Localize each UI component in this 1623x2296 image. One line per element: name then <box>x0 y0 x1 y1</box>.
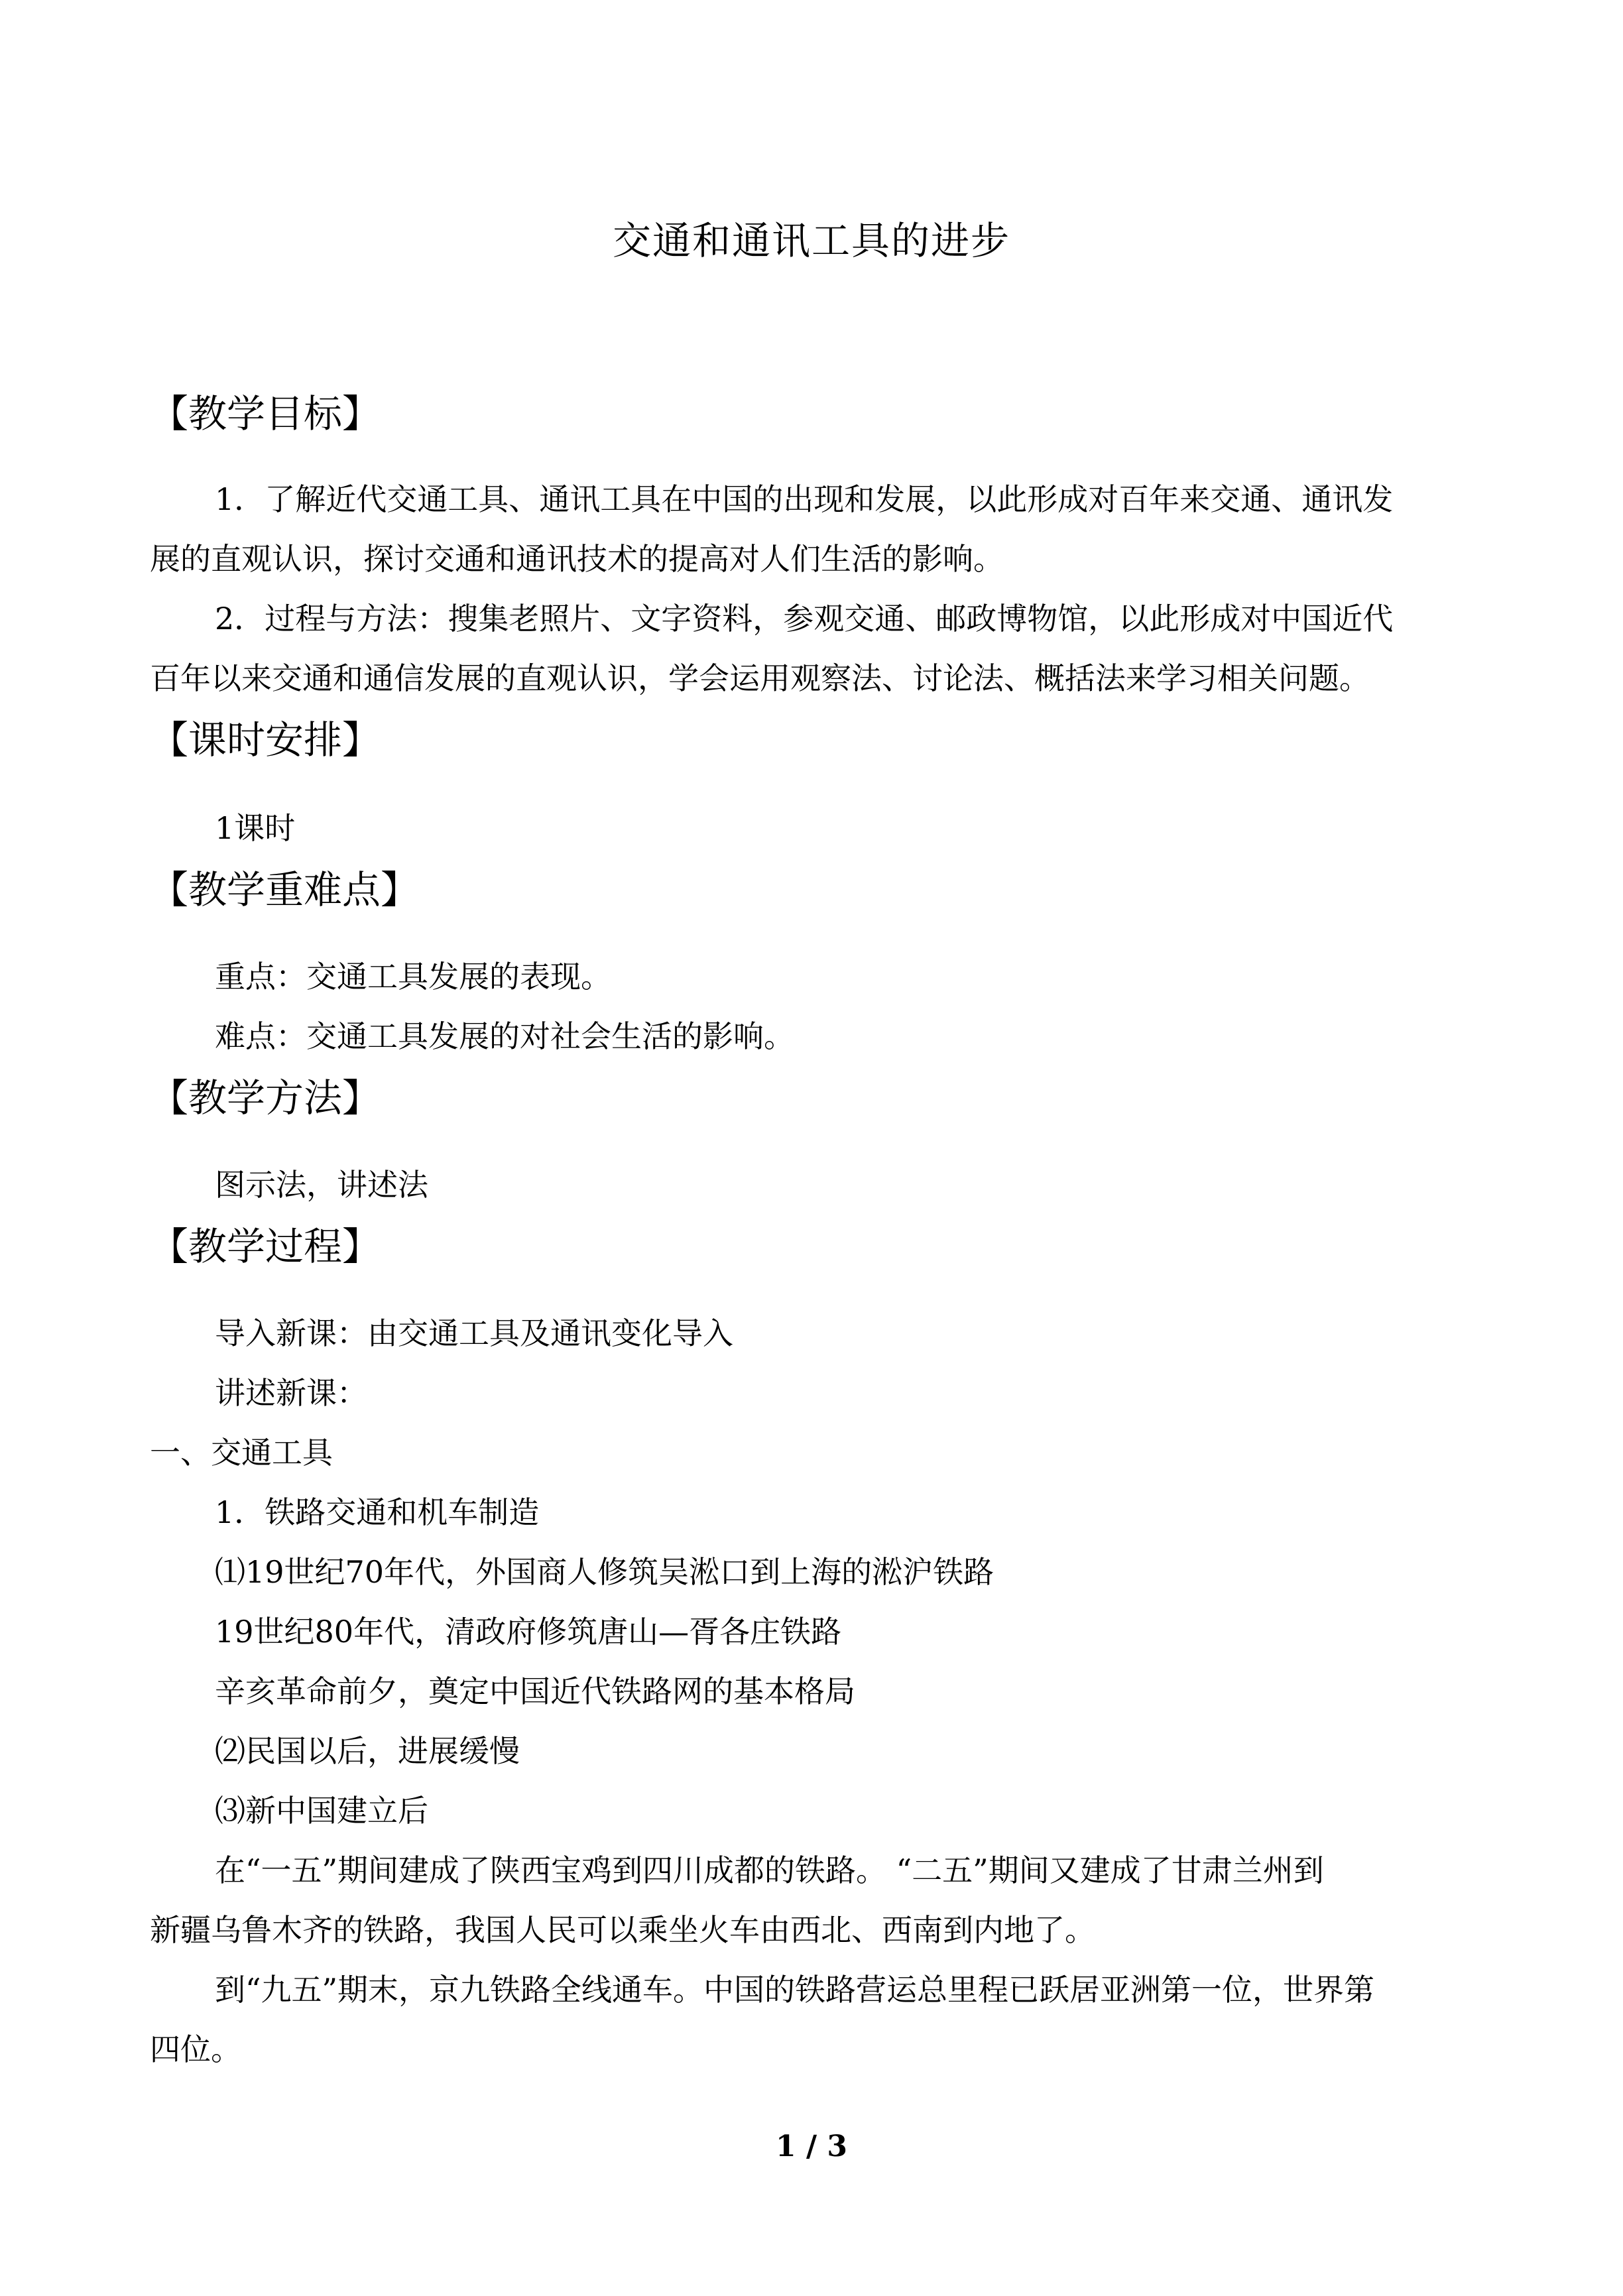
section-heading-schedule: 【课时安排】 <box>150 717 381 762</box>
paragraph-line: 1．了解近代交通工具、通讯工具在中国的出现和发展，以此形成对百年来交通、通讯发 <box>215 481 1394 517</box>
paragraph-line: 新疆乌鲁木齐的铁路，我国人民可以乘坐火车由西北、西南到内地了。 <box>150 1912 1095 1948</box>
paragraph-line: 展的直观认识，探讨交通和通讯技术的提高对人们生活的影响。 <box>150 541 1004 577</box>
paragraph-line: 19世纪80年代，清政府修筑唐山—胥各庄铁路 <box>215 1614 842 1650</box>
paragraph-line: 四位。 <box>150 2031 241 2067</box>
paragraph-line: 难点：交通工具发展的对社会生活的影响。 <box>215 1018 794 1054</box>
paragraph-line: 图示法，讲述法 <box>215 1167 428 1203</box>
paragraph-line: 辛亥革命前夕，奠定中国近代铁路网的基本格局 <box>215 1673 855 1709</box>
section-heading-objectives: 【教学目标】 <box>150 391 381 436</box>
paragraph-line: 1．铁路交通和机车制造 <box>215 1494 540 1530</box>
paragraph-line: 导入新课：由交通工具及通讯变化导入 <box>215 1315 733 1351</box>
paragraph-line: 讲述新课： <box>215 1375 367 1411</box>
document-title: 交通和通讯工具的进步 <box>612 218 1010 263</box>
paragraph-line: 在“一五”期间建成了陕西宝鸡到四川成都的铁路。 “二五”期间又建成了甘肃兰州到 <box>215 1852 1324 1888</box>
paragraph-line: 百年以来交通和通信发展的直观认识，学会运用观察法、讨论法、概括法来学习相关问题。 <box>150 660 1370 696</box>
paragraph-line: 重点：交通工具发展的表现。 <box>215 959 611 995</box>
section-heading-process: 【教学过程】 <box>150 1224 381 1269</box>
paragraph-line: ⑶新中国建立后 <box>215 1793 428 1829</box>
paragraph-line: ⑵民国以后，进展缓慢 <box>215 1733 520 1769</box>
section-heading-key-points: 【教学重难点】 <box>150 867 420 912</box>
paragraph-line: 1课时 <box>215 810 296 846</box>
paragraph-line: ⑴19世纪70年代，外国商人修筑吴淞口到上海的淞沪铁路 <box>215 1554 994 1590</box>
paragraph-line: 2．过程与方法：搜集老照片、文字资料，参观交通、邮政博物馆，以此形成对中国近代 <box>215 601 1394 636</box>
page-number: 1 / 3 <box>776 2130 847 2163</box>
paragraph-line: 到“九五”期末，京九铁路全线通车。中国的铁路营运总里程已跃居亚洲第一位，世界第 <box>215 1972 1375 2008</box>
paragraph-line: 一、交通工具 <box>150 1435 333 1471</box>
section-heading-methods: 【教学方法】 <box>150 1075 381 1120</box>
